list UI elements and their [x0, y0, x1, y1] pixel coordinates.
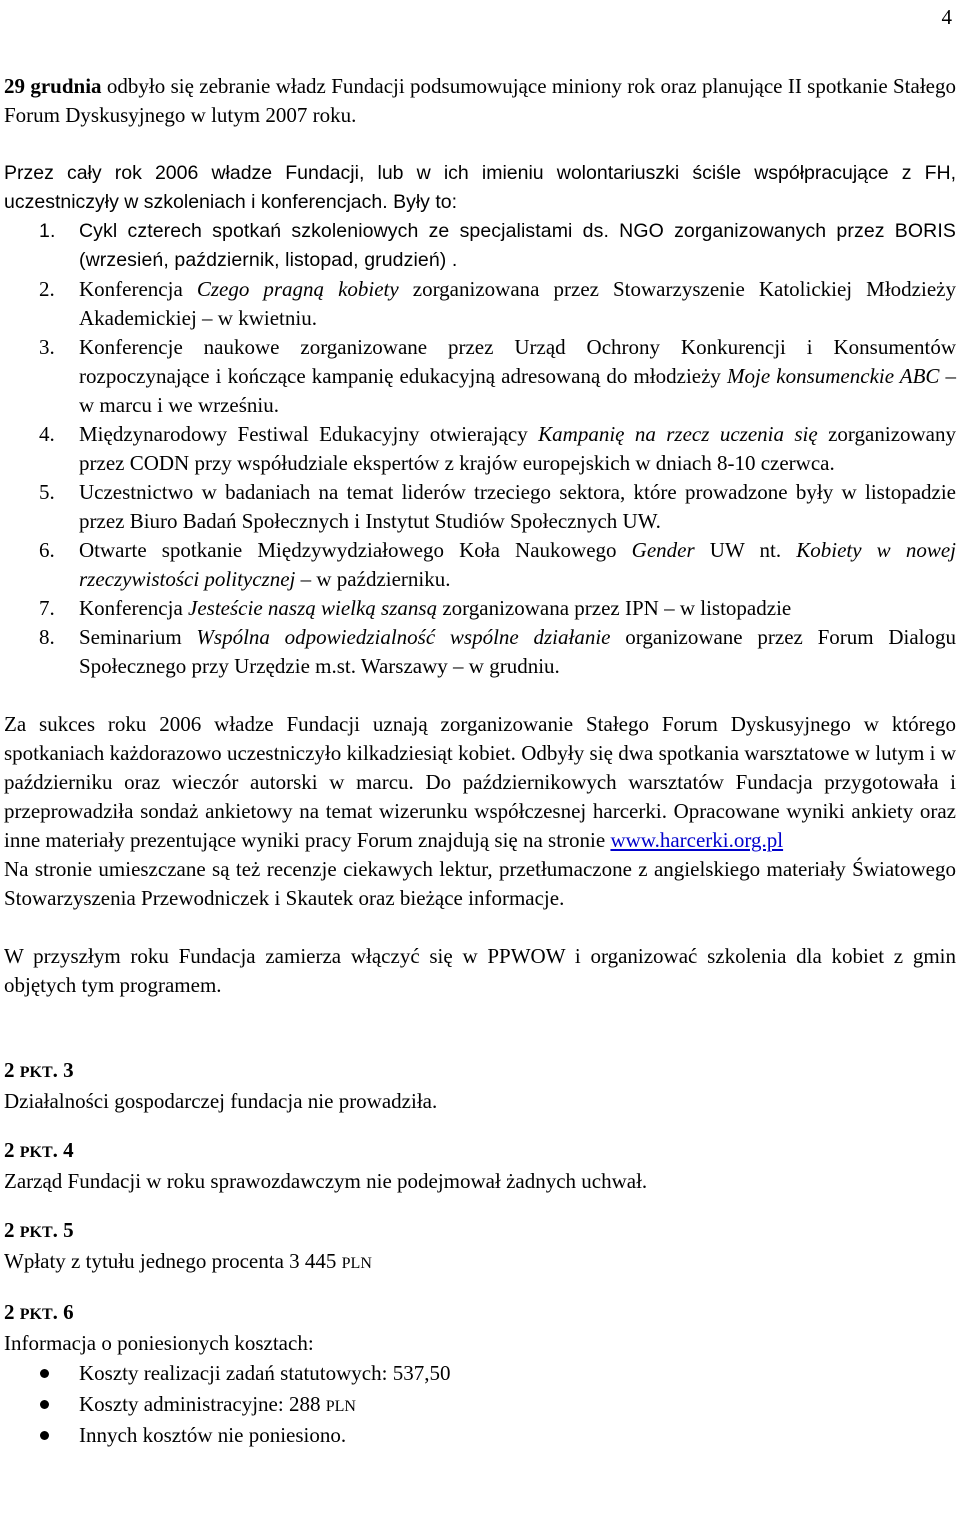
spacer	[4, 1196, 956, 1216]
cost-text: Innych kosztów nie poniesiono.	[79, 1423, 347, 1447]
training-intro: Przez cały rok 2006 władze Fundacji, lub w ich imieniu wolontariuszki ściśle współpracujące z FH, uczestniczyły w szkoleniach i konferencjach. Były to:	[4, 162, 956, 213]
website-link[interactable]: www.harcerki.org.pl	[610, 828, 784, 852]
section-text: Zarząd Fundacji w roku sprawozdawczym nie podejmował żadnych uchwał.	[4, 1169, 648, 1193]
section-number: 2	[4, 1058, 20, 1082]
list-item-number: 8.	[39, 625, 55, 649]
section-subnumber: . 4	[52, 1138, 74, 1162]
section-subnumber: . 5	[52, 1218, 74, 1242]
section-subnumber: . 3	[52, 1058, 74, 1082]
list-item-text: Cykl czterech spotkań szkoleniowych ze specjalistami ds. NGO zorganizowanych przez BORIS (wrzesień, październik, listopad, grudzień) .	[79, 220, 956, 271]
list-item-number: 6.	[39, 538, 55, 562]
list-item	[4, 333, 956, 420]
document-body	[4, 72, 956, 1451]
list-item	[4, 420, 956, 478]
cost-text: Koszty administracyjne: 288	[79, 1392, 326, 1416]
list-item	[4, 1420, 956, 1451]
list-item-text: Uczestnictwo w badaniach na temat liderów trzeciego sektora, które prowadzone były w listopadzie przez Biuro Badań Społecznych i Instytut Studiów Społecznych UW.	[79, 480, 956, 533]
costs-list	[4, 1358, 956, 1451]
bullet-icon	[40, 1431, 49, 1440]
spacer	[4, 1000, 956, 1056]
intro-date: 29 grudnia	[4, 74, 102, 98]
list-item	[4, 1389, 956, 1420]
spacer	[4, 681, 956, 710]
section-heading-3	[4, 1056, 956, 1087]
list-item-text: zorganizowany przez CODN przy współudziale ekspertów z krajów europejskich w dniach 8-10 czerwca.	[79, 422, 956, 475]
list-item-text: – w październiku.	[295, 567, 451, 591]
list-item-number: 5.	[39, 480, 55, 504]
bullet-icon	[40, 1369, 49, 1378]
list-item	[4, 536, 956, 594]
list-item-title: Wspólna odpowiedzialność wspólne działanie	[196, 625, 611, 649]
list-item-text: – w marcu i we wrześniu.	[79, 364, 957, 417]
section-number: 2	[4, 1218, 20, 1242]
list-item-title: Czego pragną kobiety	[196, 277, 399, 301]
list-item-number: 3.	[39, 335, 55, 359]
section-heading-4	[4, 1136, 956, 1167]
section-number: 2	[4, 1300, 20, 1324]
spacer	[4, 130, 956, 159]
list-item	[4, 275, 956, 333]
list-item-number: 1.	[39, 220, 56, 242]
list-item-text: Konferencja	[79, 596, 189, 620]
page-number: 4	[941, 5, 952, 29]
currency-unit: PLN	[341, 1255, 372, 1272]
success-text: Za sukces roku 2006 władze Fundacji uznają zorganizowanie Stałego Forum Dyskusyjnego w którego spotkaniach każdorazowo uczestniczyło kilkadziesiąt kobiet. Odbyły się dwa spotkania warsztatowe w lutym i w październiku oraz wieczór autorski w marcu. Do październikowych warsztatów Fundacja przygotowała i przeprowadziła sondaż ankietowy na temat wizerunku współczesnej harcerki. Opracowane wyniki ankiety oraz inne materiały prezentujące wyniki pracy Forum znajdują się na stronie	[4, 712, 956, 852]
future-paragraph: W przyszłym roku Fundacja zamierza włączyć się w PPWOW i organizować szkolenia dla kobiet z gmin objętych tym programem.	[4, 944, 956, 997]
list-item-text: UW nt.	[694, 538, 797, 562]
list-item-title: Gender	[631, 538, 695, 562]
list-item-text: Konferencja	[79, 277, 197, 301]
list-item	[4, 478, 956, 536]
section-text-value: Wpłaty z tytułu jednego procenta 3 445	[4, 1249, 342, 1273]
section-text	[4, 1247, 956, 1278]
intro-paragraph	[4, 72, 956, 130]
list-item	[4, 594, 956, 623]
section-text: Informacja o poniesionych kosztach:	[4, 1331, 314, 1355]
spacer	[4, 1116, 956, 1136]
section-pkt: PKT	[19, 1224, 53, 1241]
list-item-title: Kobiety w nowej rzeczywistości politycznej	[79, 538, 956, 591]
list-item-text: Konferencje naukowe zorganizowane przez Urząd Ochrony Konkurencji i Konsumentów rozpoczynające i kończące kampanię edukacyjną adresowaną do młodzieży	[79, 335, 956, 388]
list-item-text: organizowane przez Forum Dialogu Społecznego przy Urzędzie m.st. Warszawy – w grudniu.	[79, 625, 956, 678]
list-item-text: Seminarium	[79, 625, 197, 649]
list-item-text: zorganizowana przez IPN – w listopadzie	[437, 596, 792, 620]
spacer	[4, 1278, 956, 1298]
list-item-title: Moje konsumenckie ABC	[727, 364, 940, 388]
list-item-text: Międzynarodowy Festiwal Edukacyjny otwierający	[79, 422, 539, 446]
section-pkt: PKT	[19, 1064, 53, 1081]
website-paragraph: Na stronie umieszczane są też recenzje ciekawych lektur, przetłumaczone z angielskiego materiały Światowego Stowarzyszenia Przewodniczek i Skautek oraz bieżące informacje.	[4, 857, 956, 910]
bullet-icon	[40, 1400, 49, 1409]
list-item	[4, 1358, 956, 1389]
section-subnumber: . 6	[52, 1300, 74, 1324]
section-heading-5	[4, 1216, 956, 1247]
success-paragraph	[4, 710, 956, 855]
currency-unit: PLN	[325, 1398, 356, 1415]
cost-text: Koszty realizacji zadań statutowych: 537,50	[79, 1361, 451, 1385]
section-pkt: PKT	[19, 1306, 53, 1323]
list-item	[4, 623, 956, 681]
section-pkt: PKT	[19, 1144, 53, 1161]
section-heading-6	[4, 1298, 956, 1329]
spacer	[4, 913, 956, 942]
list-item	[4, 217, 956, 275]
section-text: Działalności gospodarczej fundacja nie prowadziła.	[4, 1089, 438, 1113]
list-item-number: 4.	[39, 422, 55, 446]
intro-text: odbyło się zebranie władz Fundacji podsumowujące miniony rok oraz planujące II spotkanie Stałego Forum Dyskusyjnego w lutym 2007 roku.	[4, 74, 956, 127]
list-item-text: zorganizowana przez Stowarzyszenie Katolickiej Młodzieży Akademickiej – w kwietniu.	[79, 277, 956, 330]
list-item-title: Jesteście naszą wielką szansą	[188, 596, 438, 620]
section-number: 2	[4, 1138, 20, 1162]
list-item-number: 7.	[39, 596, 55, 620]
list-item-text: Otwarte spotkanie Międzywydziałowego Koła Naukowego	[79, 538, 632, 562]
list-item-number: 2.	[39, 277, 55, 301]
events-list	[4, 217, 956, 681]
list-item-title: Kampanię na rzecz uczenia się	[538, 422, 818, 446]
